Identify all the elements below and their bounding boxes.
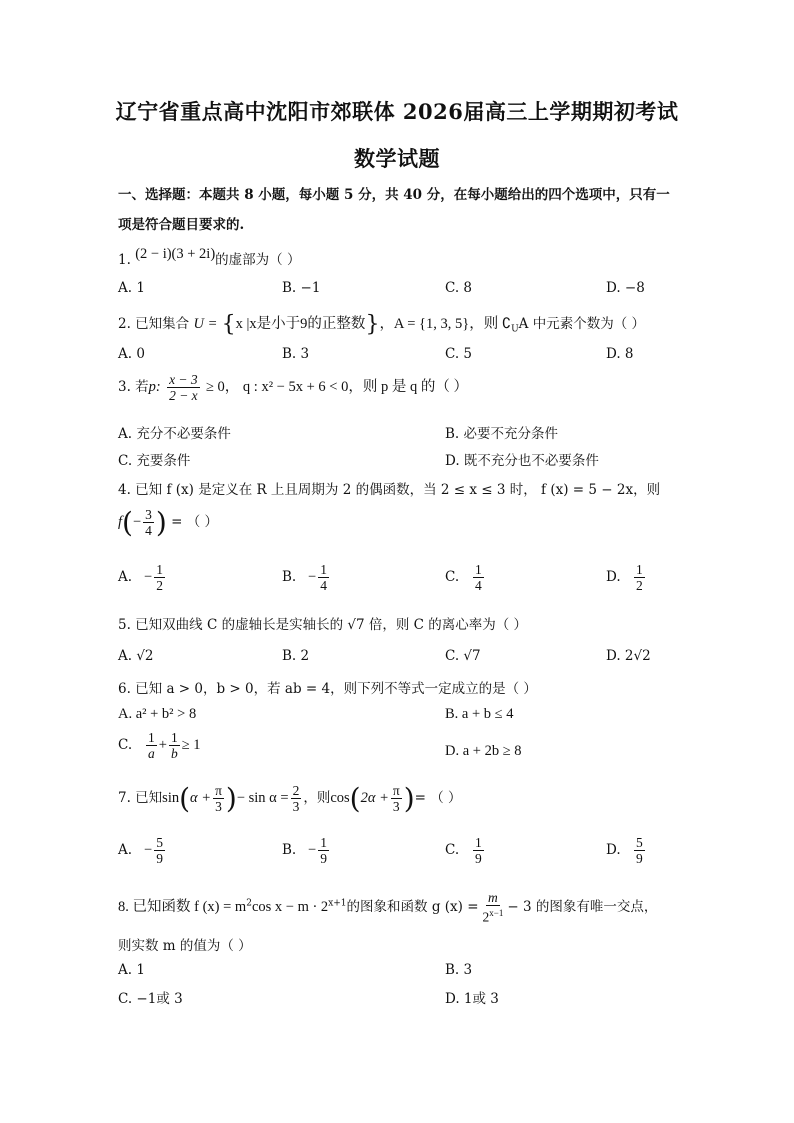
question-4-cont — [118, 506, 218, 539]
math-expression: f — [118, 514, 123, 530]
option-a: A. 0 — [118, 346, 145, 362]
question-text: 的虚部为（ ） — [215, 252, 301, 268]
question-number: 1. — [118, 252, 131, 268]
question-text: 3. 若 — [118, 379, 149, 395]
option-a: A. a² + b² > 8 — [118, 706, 197, 722]
option-b: B. 3 — [445, 962, 473, 978]
question-text: = （ ） — [171, 514, 219, 530]
math-expression: p: — [148, 379, 161, 395]
option-c: C. $\frac{1}{9}$ — [445, 835, 482, 866]
option-a: A. − $\frac{1}{2}$ — [118, 562, 163, 593]
question-4: 4. 已知 f (x) 是定义在 R 上且周期为 2 的偶函数，当 2 ≤ x ≤ 3 时， f (x) = 5 − 2x，则 — [118, 482, 661, 498]
left-paren: ( — [122, 506, 133, 539]
option-a: A. − $\frac{5}{9}$ — [118, 835, 163, 866]
right-paren: ) — [155, 506, 167, 539]
page-subtitle: 数学试题 — [354, 146, 440, 171]
option-c: C. 充要条件 — [118, 453, 191, 469]
left-brace: { — [221, 312, 236, 337]
option-c: C. $\frac{1}{a}$ + $\frac{1}{b}$ ≥ 1 — [118, 730, 201, 761]
section-header: 一、选择题：本题共 8 小题，每小题 5 分，共 40 分，在每小题给出的四个选项中，只有一 — [118, 187, 670, 203]
question-text: 2. 已知集合 — [118, 316, 190, 332]
option-d: D. 2√2 — [606, 648, 651, 664]
option-d: D. $\frac{1}{2}$ — [606, 562, 643, 593]
option-d: D. $\frac{5}{9}$ — [606, 835, 643, 866]
question-8: 8. 已知函数 f $(x) = m^2\cos$ $x - m \cdot 2^{x+1}$的图象和函数 g (x) = $\frac{m}{2^{x-1}}$ − 3 的图象有唯一交点， — [118, 890, 658, 925]
option-b: B. −1 — [282, 280, 321, 296]
question-7: 7. 已知sin(α + $\frac{\pi}{3}$ )− sin α = $\frac{2}{3}$ ，则cos(2α + $\frac{\pi}{3}$ )= （ ） — [118, 782, 462, 815]
option-d: D. 8 — [606, 346, 634, 362]
question-text: A 中元素个数为（ ） — [518, 316, 645, 332]
question-1 — [118, 248, 300, 269]
math-expression: ≥ 0， q : x² − 5x + 6 < 0，则 p 是 q 的（ ） — [205, 379, 468, 395]
math-expression: ，A = {1, 3, 5}，则 ∁ — [379, 316, 512, 332]
option-b: B. 必要不充分条件 — [445, 426, 559, 442]
option-d: D. 1或 3 — [445, 991, 499, 1007]
option-c: C. 8 — [445, 280, 473, 296]
question-2 — [118, 312, 645, 337]
option-b: B. 2 — [282, 648, 310, 664]
set-description: x |x是小于9的正整数 — [235, 316, 366, 332]
section-header-cont: 项是符合题目要求的. — [118, 217, 245, 233]
fraction: $\frac{3}{4}$ — [145, 507, 152, 538]
option-c: C. √7 — [445, 648, 481, 664]
option-c: C. −1或 3 — [118, 991, 183, 1007]
option-a: A. 充分不必要条件 — [118, 426, 231, 442]
option-a: A. 1 — [118, 280, 145, 296]
option-b: B. 3 — [282, 346, 310, 362]
option-c: C. $\frac{1}{4}$ — [445, 562, 482, 593]
math-expression: (2 − i)(3 + 2i) — [135, 246, 216, 262]
question-3 — [118, 372, 468, 403]
math-expression: U = — [193, 316, 218, 332]
page-title: 辽宁省重点高中沈阳市郊联体 2026届高三上学期期初考试 — [115, 99, 679, 124]
right-brace: } — [365, 312, 380, 337]
option-a: A. 1 — [118, 962, 145, 978]
option-b: B. − $\frac{1}{4}$ — [282, 562, 327, 593]
option-c: C. 5 — [445, 346, 473, 362]
question-5: 5. 已知双曲线 C 的虚轴长是实轴长的 √7 倍，则 C 的离心率为（ ） — [118, 617, 528, 633]
option-b: B. − $\frac{1}{9}$ — [282, 835, 327, 866]
minus-sign: − — [132, 514, 142, 530]
option-d: D. a + 2b ≥ 8 — [445, 743, 522, 759]
option-d: D. −8 — [606, 280, 645, 296]
option-b: B. a + b ≤ 4 — [445, 706, 514, 722]
question-8-cont: 则实数 m 的值为（ ） — [118, 938, 252, 954]
question-6: 6. 已知 a > 0，b > 0，若 ab = 4，则下列不等式一定成立的是（ ） — [118, 681, 537, 697]
fraction: $\frac{x - 3}{2 - x}$ — [169, 372, 198, 403]
option-a: A. √2 — [118, 648, 154, 664]
subscript: U — [511, 324, 519, 335]
option-d: D. 既不充分也不必要条件 — [445, 453, 599, 469]
